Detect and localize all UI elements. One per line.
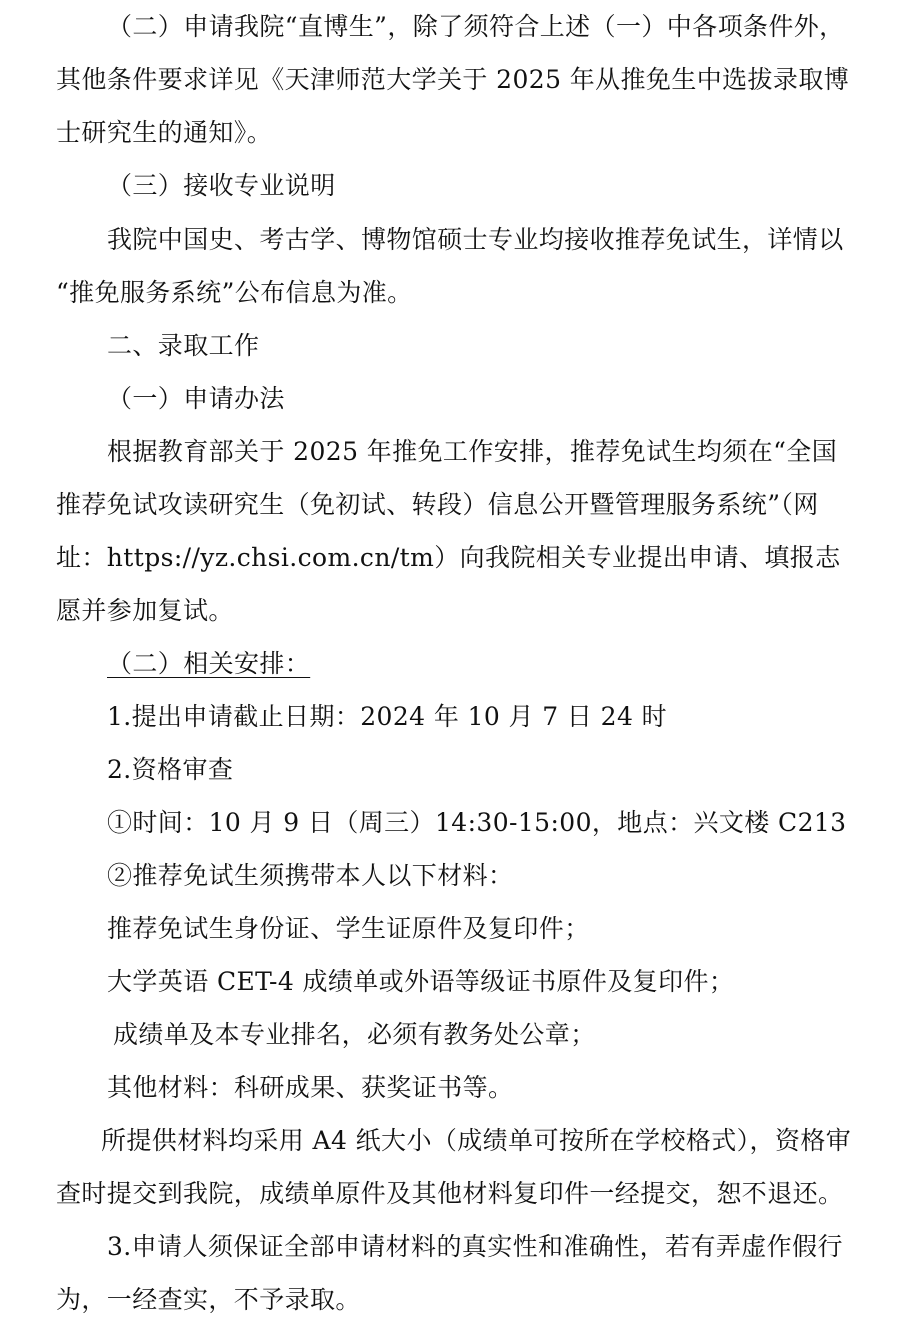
section-heading-admission-work: 二、录取工作 — [107, 331, 260, 360]
paragraph-majors-line-1: 我院中国史、考古学、博物馆硕士专业均接收推荐免试生，详情以 — [107, 225, 844, 254]
paragraph-materials-format-line-1: 所提供材料均采用 A4 纸大小（成绩单可按所在学校格式），资格审 — [101, 1126, 852, 1155]
list-item-deadline: 1.提出申请截止日期：2024 年 10 月 7 日 24 时 — [107, 702, 668, 731]
list-item-authenticity-line-2: 为，一经查实，不予录取。 — [56, 1285, 361, 1314]
material-id-documents: 推荐免试生身份证、学生证原件及复印件； — [107, 914, 590, 943]
list-item-required-materials: ②推荐免试生须携带本人以下材料： — [107, 861, 514, 890]
section-heading-arrangements: （二）相关安排： — [107, 649, 311, 678]
paragraph-majors-line-2: “推免服务系统”公布信息为准。 — [56, 278, 413, 307]
section-heading-application-method: （一）申请办法 — [107, 384, 285, 413]
paragraph-zhiboshi-line-3: 士研究生的通知》。 — [56, 118, 273, 147]
paragraph-materials-format-line-2: 查时提交到我院，成绩单原件及其他材料复印件一经提交，恕不退还。 — [56, 1179, 844, 1208]
list-item-qualification-review: 2.资格审查 — [107, 755, 234, 784]
list-item-authenticity-line-1: 3.申请人须保证全部申请材料的真实性和准确性，若有弄虚作假行 — [107, 1232, 843, 1261]
paragraph-application-line-1: 根据教育部关于 2025 年推免工作安排，推荐免试生均须在“全国 — [107, 437, 838, 466]
paragraph-application-line-4: 愿并参加复试。 — [56, 596, 234, 625]
list-item-review-time-place: ①时间：10 月 9 日（周三）14:30-15:00，地点：兴文楼 C213 — [107, 808, 847, 837]
paragraph-application-line-2: 推荐免试攻读研究生（免初试、转段）信息公开暨管理服务系统”（网 — [56, 490, 819, 519]
material-language-certificate: 大学英语 CET-4 成绩单或外语等级证书原件及复印件； — [107, 967, 735, 996]
material-other: 其他材料：科研成果、获奖证书等。 — [107, 1073, 514, 1102]
paragraph-application-line-3: 址：https://yz.chsi.com.cn/tm）向我院相关专业提出申请、填报志 — [56, 543, 841, 572]
paragraph-zhiboshi-line-2: 其他条件要求详见《天津师范大学关于 2025 年从推免生中选拔录取博 — [56, 65, 850, 94]
paragraph-zhiboshi-line-1: （二）申请我院“直博生”，除了须符合上述（一）中各项条件外， — [107, 12, 845, 41]
section-heading-major-description: （三）接收专业说明 — [107, 171, 336, 200]
material-transcript-ranking: 成绩单及本专业排名，必须有教务处公章； — [113, 1020, 596, 1049]
